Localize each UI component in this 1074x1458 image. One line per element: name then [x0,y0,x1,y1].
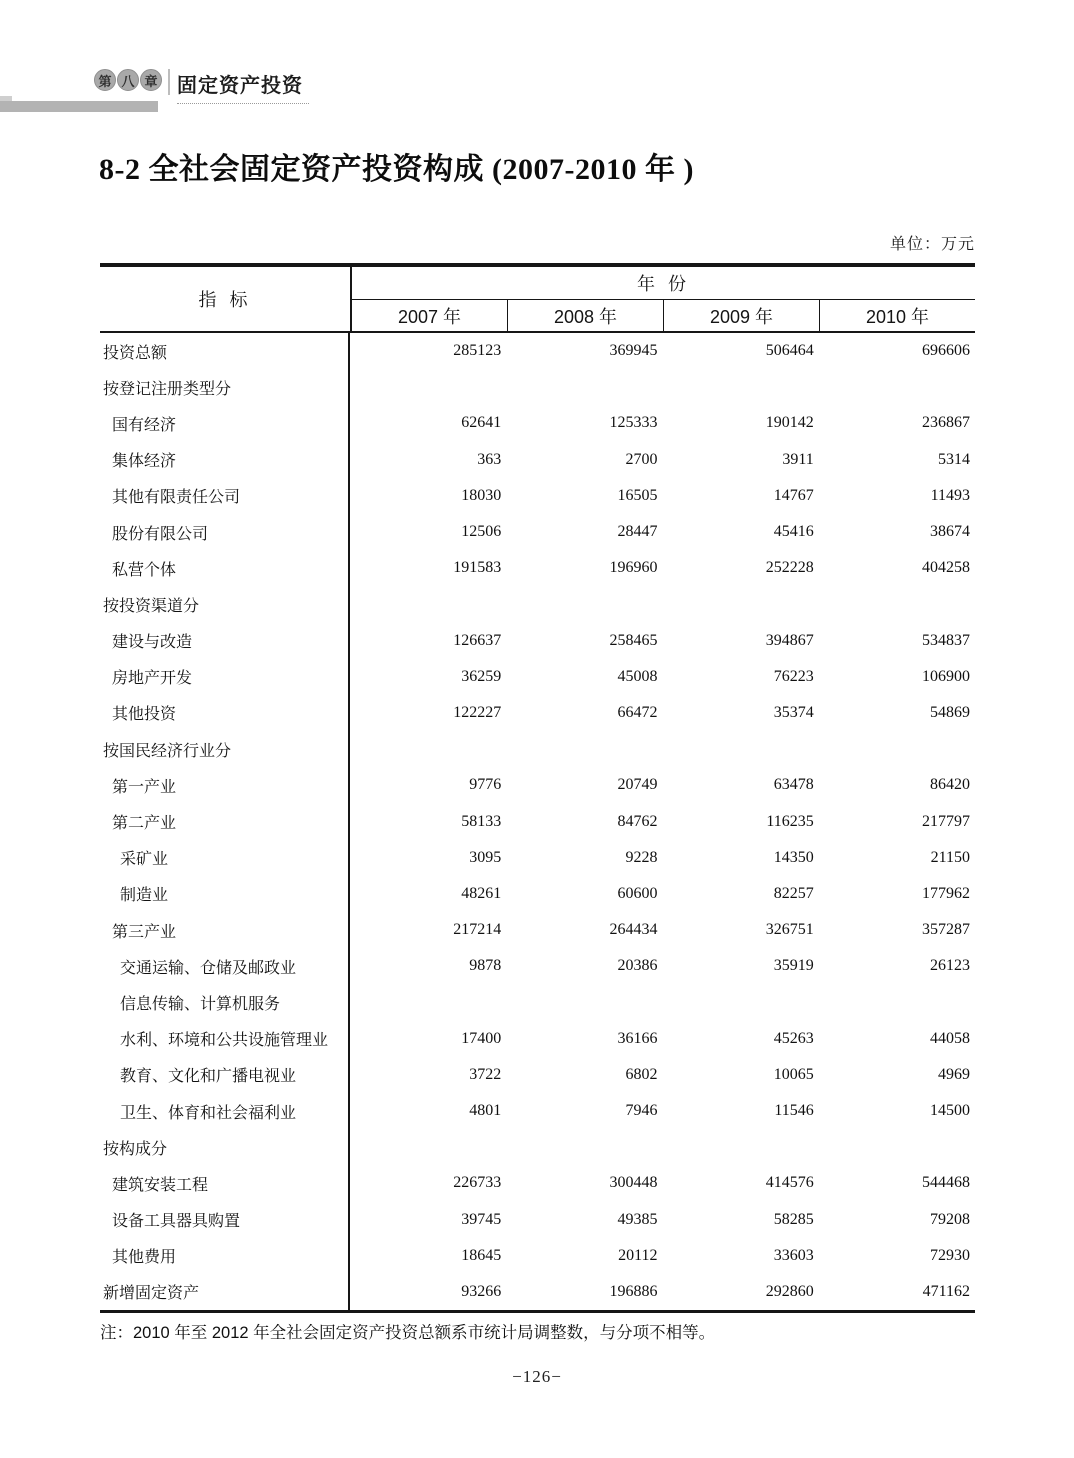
year-column-header: 2007 年 [397,306,462,327]
year-column-header: 2010 年 [819,300,975,331]
cell-value: 63478 [773,776,814,794]
cell-value: 11546 [774,1102,814,1120]
cell-value: 326751 [765,921,814,939]
table-row [100,984,975,1020]
row-label: 按投资渠道分 [100,586,350,622]
row-label: 设备工具器具购置 [100,1202,350,1238]
cell-value: 60600 [617,884,658,902]
cell-value: 45263 [773,1029,814,1047]
row-label: 水利、环境和公共设施管理业 [100,1021,350,1057]
cell-value: 14350 [773,848,814,866]
cell-value: 21150 [930,848,970,866]
cell-value [506,586,662,622]
table-row [100,659,975,695]
year-header-row [352,300,975,331]
cell-value [350,731,506,767]
cell-value: 20386 [617,957,658,975]
row-label: 建筑安装工程 [100,1165,350,1201]
cell-value: 35374 [773,703,814,721]
table-row [100,1129,975,1165]
cell-value: 190142 [765,414,814,432]
cell-value: 196886 [609,1282,658,1300]
year-group-header: 年 份 [352,267,975,300]
cell-value: 3911 [782,450,814,468]
cell-value [506,1129,662,1165]
table-row [100,1057,975,1093]
table-row [100,876,975,912]
cell-value [506,984,662,1020]
cell-value: 48261 [461,884,502,902]
chapter-title: 固定资产投资 [177,69,309,104]
cell-value: 534837 [922,631,970,649]
table-row [100,369,975,405]
row-label: 其他有限责任公司 [100,478,350,514]
chapter-badge [94,69,162,91]
cell-value: 12506 [461,523,502,541]
table-row [100,1093,975,1129]
cell-value: 86420 [930,776,970,794]
cell-value: 252228 [765,559,814,577]
row-label: 按国民经济行业分 [100,731,350,767]
cell-value: 394867 [765,631,814,649]
row-label: 私营个体 [100,550,350,586]
cell-value: 3095 [469,848,502,866]
row-label: 卫生、体育和社会福利业 [100,1093,350,1129]
cell-value: 191583 [453,559,502,577]
row-label: 按构成分 [100,1129,350,1165]
year-column-header: 2009 年 [663,300,819,331]
cell-value: 106900 [922,667,970,685]
cell-value: 126637 [453,631,502,649]
cell-value: 38674 [930,523,970,541]
cell-value: 258465 [609,631,658,649]
cell-value [350,369,506,405]
table-row [100,695,975,731]
cell-value: 177962 [922,884,970,902]
cell-value [663,369,819,405]
table-row [100,586,975,622]
table-body [100,333,975,1310]
cell-value: 36166 [617,1029,658,1047]
row-label: 国有经济 [100,405,350,441]
unit-note: 单位：万元 [889,236,975,253]
chapter-badge-char-icon: 八 [117,69,139,91]
cell-value: 2700 [625,450,658,468]
cell-value [663,586,819,622]
row-label: 第一产业 [100,767,350,803]
row-label: 股份有限公司 [100,514,350,550]
table-row [100,442,975,478]
cell-value [506,731,662,767]
cell-value: 33603 [773,1246,814,1264]
cell-value: 236867 [922,414,970,432]
cell-value: 49385 [617,1210,658,1228]
cell-value: 116235 [766,812,814,830]
table-row [100,623,975,659]
cell-value: 7946 [625,1102,658,1120]
cell-value: 9878 [469,957,502,975]
chapter-badge-char-icon: 第 [94,69,116,91]
year-columns-header [352,267,975,331]
page-title: 8-2 全社会固定资产投资构成 (2007-2010 年 ) [99,153,694,186]
cell-value: 217214 [453,921,502,939]
table-row [100,550,975,586]
cell-value: 58133 [461,812,502,830]
cell-value: 226733 [453,1174,502,1192]
row-label: 采矿业 [100,840,350,876]
cell-value: 122227 [453,703,502,721]
cell-value: 217797 [922,812,970,830]
chapter-header-divider [168,69,170,95]
cell-value: 357287 [922,921,970,939]
cell-value [350,586,506,622]
cell-value: 264434 [609,921,658,939]
cell-value: 9776 [469,776,502,794]
cell-value [350,1129,506,1165]
table-row [100,1238,975,1274]
cell-value: 45008 [617,667,658,685]
cell-value: 84762 [617,812,658,830]
row-label: 新增固定资产 [100,1274,350,1310]
cell-value: 6802 [625,1065,658,1083]
cell-value: 3722 [469,1065,502,1083]
table-row [100,1202,975,1238]
row-label: 制造业 [100,876,350,912]
cell-value [663,984,819,1020]
cell-value: 18030 [461,486,502,504]
row-label: 房地产开发 [100,659,350,695]
cell-value [819,984,975,1020]
cell-value: 44058 [930,1029,970,1047]
cell-value [663,731,819,767]
cell-value: 62641 [461,414,502,432]
table-row [100,1021,975,1057]
cell-value: 9228 [625,848,658,866]
cell-value [819,586,975,622]
cell-value: 14500 [930,1102,970,1120]
cell-value: 14767 [773,486,814,504]
cell-value: 17400 [461,1029,502,1047]
cell-value: 39745 [461,1210,502,1228]
cell-value: 16505 [617,486,658,504]
year-column-header: 2008 年 [507,300,663,331]
row-label: 建设与改造 [100,623,350,659]
cell-value: 285123 [453,342,502,360]
cell-value: 292860 [765,1282,814,1300]
cell-value: 82257 [773,884,814,902]
row-label: 其他费用 [100,1238,350,1274]
cell-value: 506464 [765,342,814,360]
cell-value: 20112 [618,1246,658,1264]
statistics-table [100,263,975,1313]
cell-value: 45416 [773,523,814,541]
table-row [100,1165,975,1201]
row-label: 投资总额 [100,333,350,369]
cell-value: 300448 [609,1174,658,1192]
table-row [100,333,975,369]
cell-value [819,369,975,405]
cell-value: 36259 [461,667,502,685]
table-row [100,405,975,441]
cell-value: 66472 [617,703,658,721]
cell-value: 471162 [922,1282,970,1300]
cell-value: 11493 [930,486,970,504]
cell-value [350,984,506,1020]
table-row [100,803,975,839]
cell-value: 54869 [930,703,970,721]
cell-value: 363 [477,450,502,468]
header-accent-bar [0,101,158,112]
cell-value: 79208 [930,1210,970,1228]
row-label: 信息传输、计算机服务 [100,984,350,1020]
cell-value: 404258 [922,559,970,577]
cell-value: 5314 [938,450,970,468]
page-number: −126− [512,1367,562,1386]
table-row [100,478,975,514]
cell-value [819,1129,975,1165]
table-header [100,267,975,333]
cell-value: 696606 [922,342,970,360]
cell-value [506,369,662,405]
cell-value: 196960 [609,559,658,577]
cell-value: 369945 [609,342,658,360]
table-row [100,912,975,948]
row-label: 按登记注册类型分 [100,369,350,405]
row-label: 其他投资 [100,695,350,731]
cell-value [663,1129,819,1165]
cell-value: 35919 [773,957,814,975]
cell-value: 76223 [773,667,814,685]
table-row [100,948,975,984]
row-label: 第二产业 [100,803,350,839]
indicator-column-header: 指 标 [100,267,352,331]
cell-value: 4801 [469,1102,502,1120]
table-row [100,1274,975,1310]
cell-value: 93266 [461,1282,502,1300]
cell-value: 414576 [765,1174,814,1192]
row-label: 第三产业 [100,912,350,948]
cell-value: 72930 [930,1246,970,1264]
table-row [100,840,975,876]
cell-value: 125333 [609,414,658,432]
table-row [100,514,975,550]
cell-value: 544468 [922,1174,970,1192]
cell-value: 4969 [938,1065,970,1083]
footnote: 注：2010 年至 2012 年全社会固定资产投资总额系市统计局调整数，与分项不相等。 [100,1324,716,1342]
cell-value: 26123 [930,957,970,975]
cell-value: 20749 [617,776,658,794]
cell-value: 10065 [773,1065,814,1083]
row-label: 教育、文化和广播电视业 [100,1057,350,1093]
cell-value: 18645 [461,1246,502,1264]
cell-value: 28447 [617,523,658,541]
table-row [100,731,975,767]
cell-value: 58285 [773,1210,814,1228]
row-label: 集体经济 [100,442,350,478]
table-row [100,767,975,803]
cell-value [819,731,975,767]
row-label: 交通运输、仓储及邮政业 [100,948,350,984]
chapter-badge-char-icon: 章 [140,69,162,91]
